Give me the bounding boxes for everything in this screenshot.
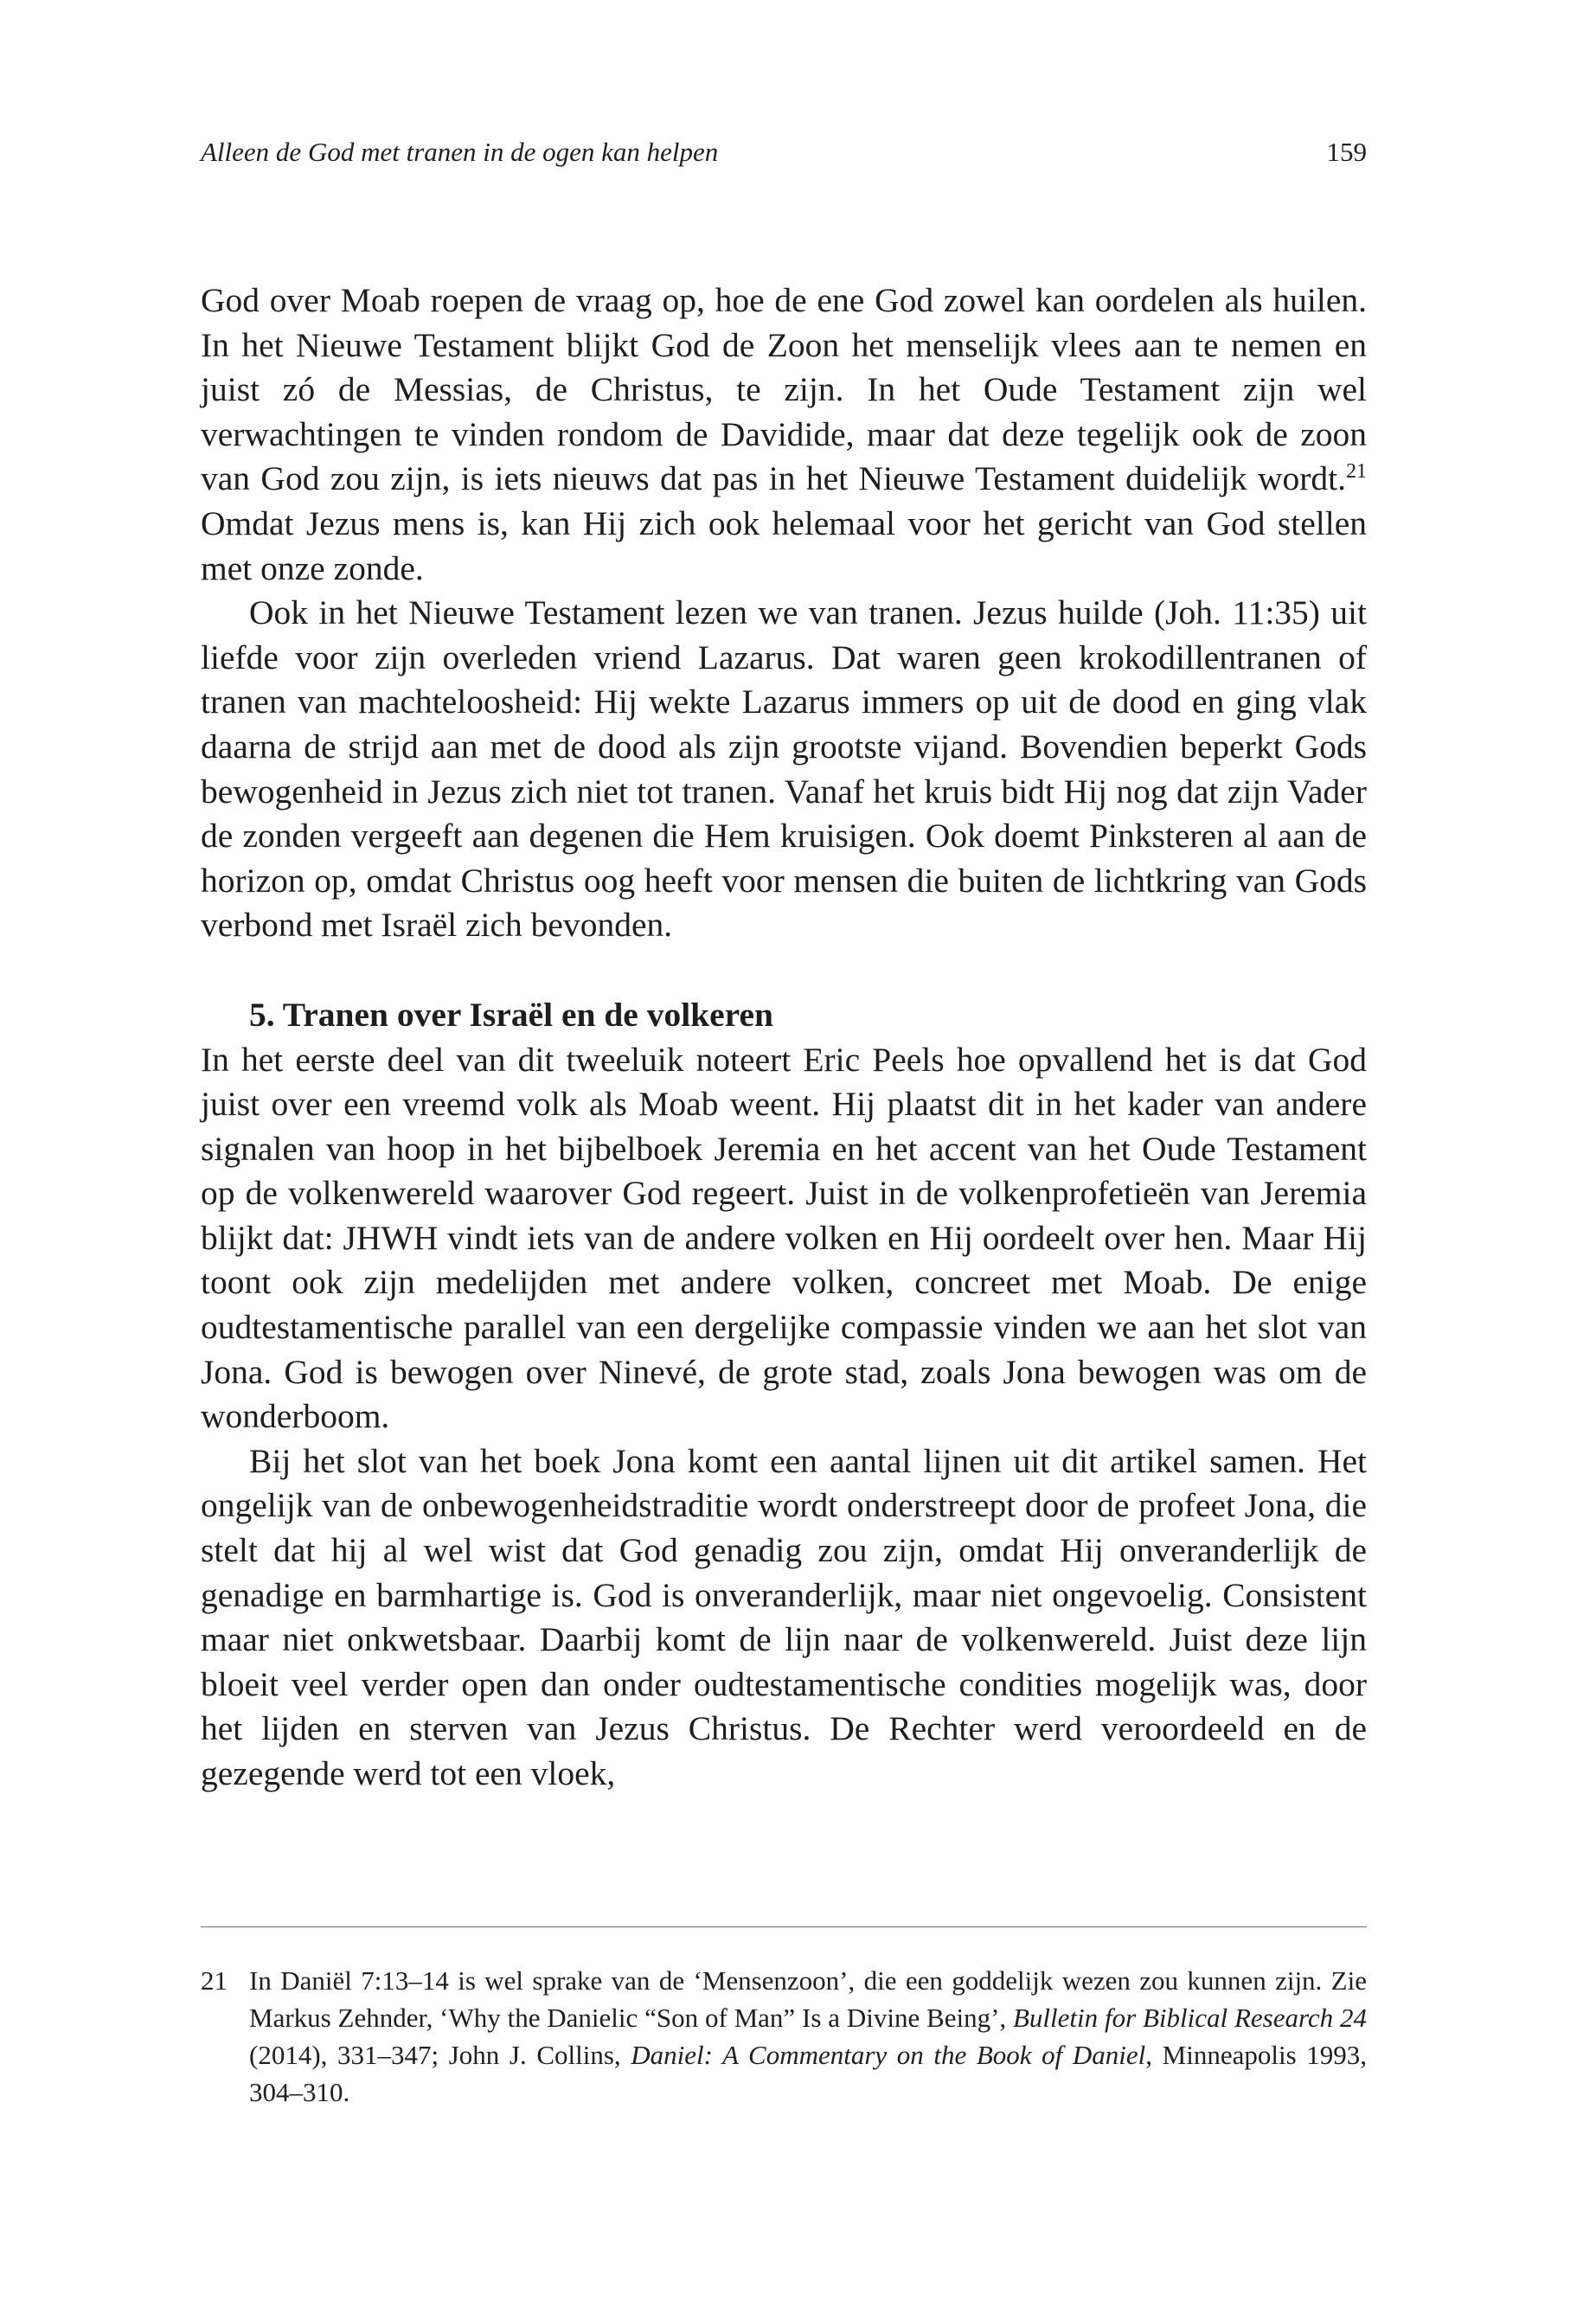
footnote-italic-1: Bulletin for Biblical Research 24 bbox=[1013, 2003, 1367, 2033]
paragraph-3: In het eerste deel van dit tweeluik noteert Eric Peels hoe opvallend het is dat God juist over een vreemd volk als Moab weent. Hij plaatst dit in het kader van andere signalen van hoop in het bijbelboek Jeremia en het accent van het Oude Testament op de volkenwereld waarover God regeert. Juist in de volkenprofetieën van Jeremia blijkt dat: JHWH vindt iets van de andere volken en Hij oordeelt over hen. Maar Hij toont ook zijn medelijden met andere volken, concreet met Moab. De enige oudtestamentische parallel van een dergelijke compassie vinden we aan het slot van Jona. God is bewogen over Ninevé, de grote stad, zoals Jona bewogen was om de wonderboom. bbox=[201, 1040, 1367, 1436]
page-number: 159 bbox=[1326, 137, 1367, 167]
running-title: Alleen de God met tranen in de ogen kan helpen bbox=[201, 137, 719, 167]
section-heading: 5. Tranen over Israël en de volkeren bbox=[249, 995, 774, 1034]
running-header bbox=[201, 135, 1367, 170]
footnote-number: 21 bbox=[201, 1965, 228, 1996]
footnote-text-3: , Minneapolis 1993, 304–310. bbox=[249, 2040, 1367, 2107]
footnotes bbox=[201, 1962, 1367, 2111]
footnote-21 bbox=[201, 1962, 1367, 2111]
footnote-italic-2: Daniel: A Commentary on the Book of Daniel bbox=[631, 2040, 1146, 2070]
footnote-text-1: In Daniël 7:13–14 is wel sprake van de ‘Mensenzoon’, die een goddelijk wezen zou kunnen zijn. Zie Markus Zehnder, ‘Why the Danielic “Son of Man” Is a Divine Being’, bbox=[249, 1965, 1367, 2033]
paragraph-1-part-1: God over Moab roepen de vraag op, hoe de ene God zowel kan oordelen als huilen. In het Nieuwe Testament blijkt God de Zoon het menselijk vlees aan te nemen en juist zó de Messias, de Christus, te zijn. In het Oude Testament zijn wel verwachtingen te vinden rondom de Davidide, maar dat deze tegelijk ook de zoon van God zou zijn, is iets nieuws dat pas in het Nieuwe Testament duidelijk wordt. bbox=[201, 281, 1367, 498]
footnote-divider bbox=[201, 1926, 1367, 1927]
footnote-text-2: (2014), 331–347; John J. Collins, bbox=[249, 2040, 631, 2070]
footnote-reference-21[interactable]: 21 bbox=[1346, 460, 1367, 484]
paragraph-4: Bij het slot van het boek Jona komt een aantal lijnen uit dit artikel samen. Het ongelijk van de onbewogenheidstraditie wordt onderstreept door de profeet Jona, die stelt dat hij al wel wist dat God genadig zou zijn, omdat Hij onveranderlijk de genadige en barmhartige is. God is onveranderlijk, maar niet ongevoelig. Consistent maar niet onkwetsbaar. Daarbij komt de lijn naar de volkenwereld. Juist deze lijn bloeit veel verder open dan onder oudtestamentische condities mogelijk was, door het lijden en sterven van Jezus Christus. De Rechter werd veroordeeld en de gezegende werd tot een vloek, bbox=[201, 1441, 1367, 1792]
main-text bbox=[201, 279, 1367, 1797]
paragraph-1 bbox=[201, 279, 1367, 591]
paragraph-2: Ook in het Nieuwe Testament lezen we van tranen. Jezus huilde (Joh. 11:35) uit liefde voor zijn overleden vriend Lazarus. Dat waren geen krokodillentranen of tranen van machteloosheid: Hij wekte Lazarus immers op uit de dood en ging vlak daarna de strijd aan met de dood als zijn grootste vijand. Bovendien beperkt Gods bewogenheid in Jezus zich niet tot tranen. Vanaf het kruis bidt Hij nog dat zijn Vader de zonden vergeeft aan degenen die Hem kruisigen. Ook doemt Pinksteren al aan de horizon op, omdat Christus oog heeft voor mensen die buiten de lichtkring van Gods verbond met Israël zich bevonden. bbox=[201, 593, 1367, 945]
paragraph-1-part-2: Omdat Jezus mens is, kan Hij zich ook helemaal voor het gericht van God stellen met onze zonde. bbox=[201, 503, 1367, 587]
